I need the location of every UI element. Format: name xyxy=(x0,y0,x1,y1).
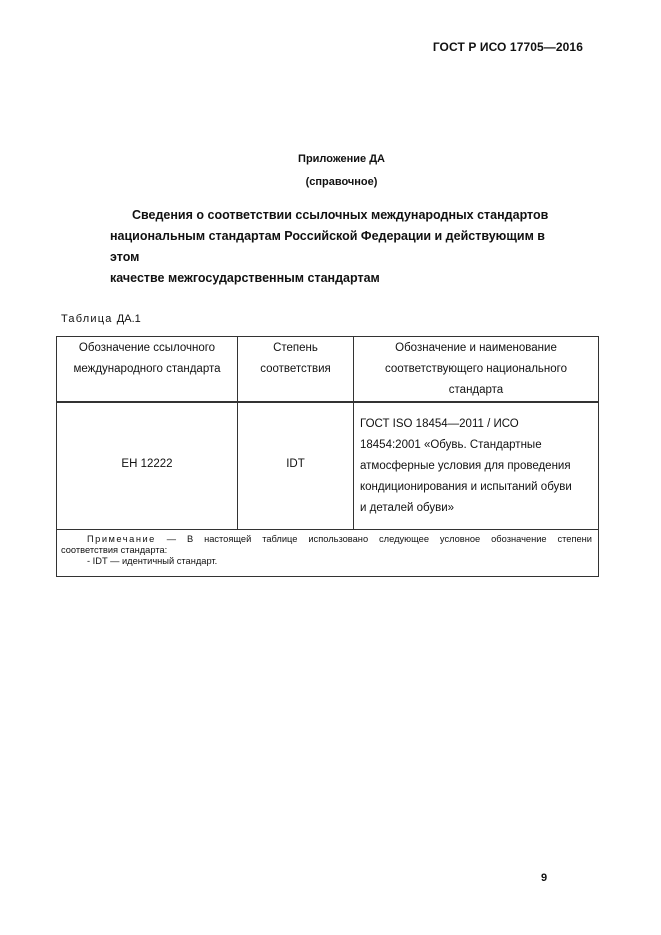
header-text: Обозначение ссылочного xyxy=(78,342,216,354)
appendix-title: Приложение ДА xyxy=(298,153,385,165)
header-cell-national-standard xyxy=(354,337,598,401)
cell-intl-standard xyxy=(57,403,238,529)
header-text: соответствующего национального xyxy=(384,363,567,375)
national-standard-line: кондиционирования и испытаний обуви xyxy=(360,481,572,493)
cell-degree xyxy=(238,403,354,529)
national-standard-line: атмосферные условия для проведения xyxy=(360,460,571,472)
correspondence-table xyxy=(56,336,599,577)
heading-line: Сведения о соответствии ссылочных международных стандартов xyxy=(132,208,549,222)
note-text: — В настоящей таблице использовано следующее условное обозначение степени xyxy=(155,534,592,544)
note-first-line xyxy=(61,534,592,545)
heading-line: национальным стандартам Российской Федерации и действующим в этом xyxy=(110,229,545,264)
national-standard-line: и деталей обуви» xyxy=(360,502,455,514)
note-item: - IDT — идентичный стандарт. xyxy=(87,556,218,566)
note-label: Примечание xyxy=(87,534,156,544)
appendix-status: (справочное) xyxy=(305,176,378,188)
document-code: ГОСТ Р ИСО 17705—2016 xyxy=(432,40,583,54)
header-text: соответствия xyxy=(260,363,331,375)
note-continuation: соответствия стандарта: xyxy=(61,545,168,555)
table-caption xyxy=(61,313,141,325)
table-row xyxy=(57,403,598,530)
heading-line: качестве межгосударственным стандартам xyxy=(110,271,380,285)
header-text: Степень xyxy=(273,342,318,354)
header-cell-degree xyxy=(238,337,354,401)
national-standard-line: 18454:2001 «Обувь. Стандартные xyxy=(360,439,542,451)
appendix-heading xyxy=(110,205,570,289)
header-text: международного стандарта xyxy=(73,363,221,375)
table-caption-number: ДА.1 xyxy=(116,313,141,325)
page-number: 9 xyxy=(541,872,548,884)
table-note xyxy=(57,530,598,576)
national-standard-line: ГОСТ ISO 18454—2011 / ИСО xyxy=(360,418,519,430)
table-caption-label: Таблица xyxy=(61,313,113,325)
header-cell-intl-standard xyxy=(57,337,238,401)
degree-value: IDT xyxy=(286,457,305,470)
header-text: стандарта xyxy=(448,384,504,396)
intl-standard-value: ЕН 12222 xyxy=(121,457,173,470)
cell-national-standard xyxy=(354,403,598,529)
table-header-row xyxy=(57,337,598,403)
header-text: Обозначение и наименование xyxy=(395,342,557,354)
